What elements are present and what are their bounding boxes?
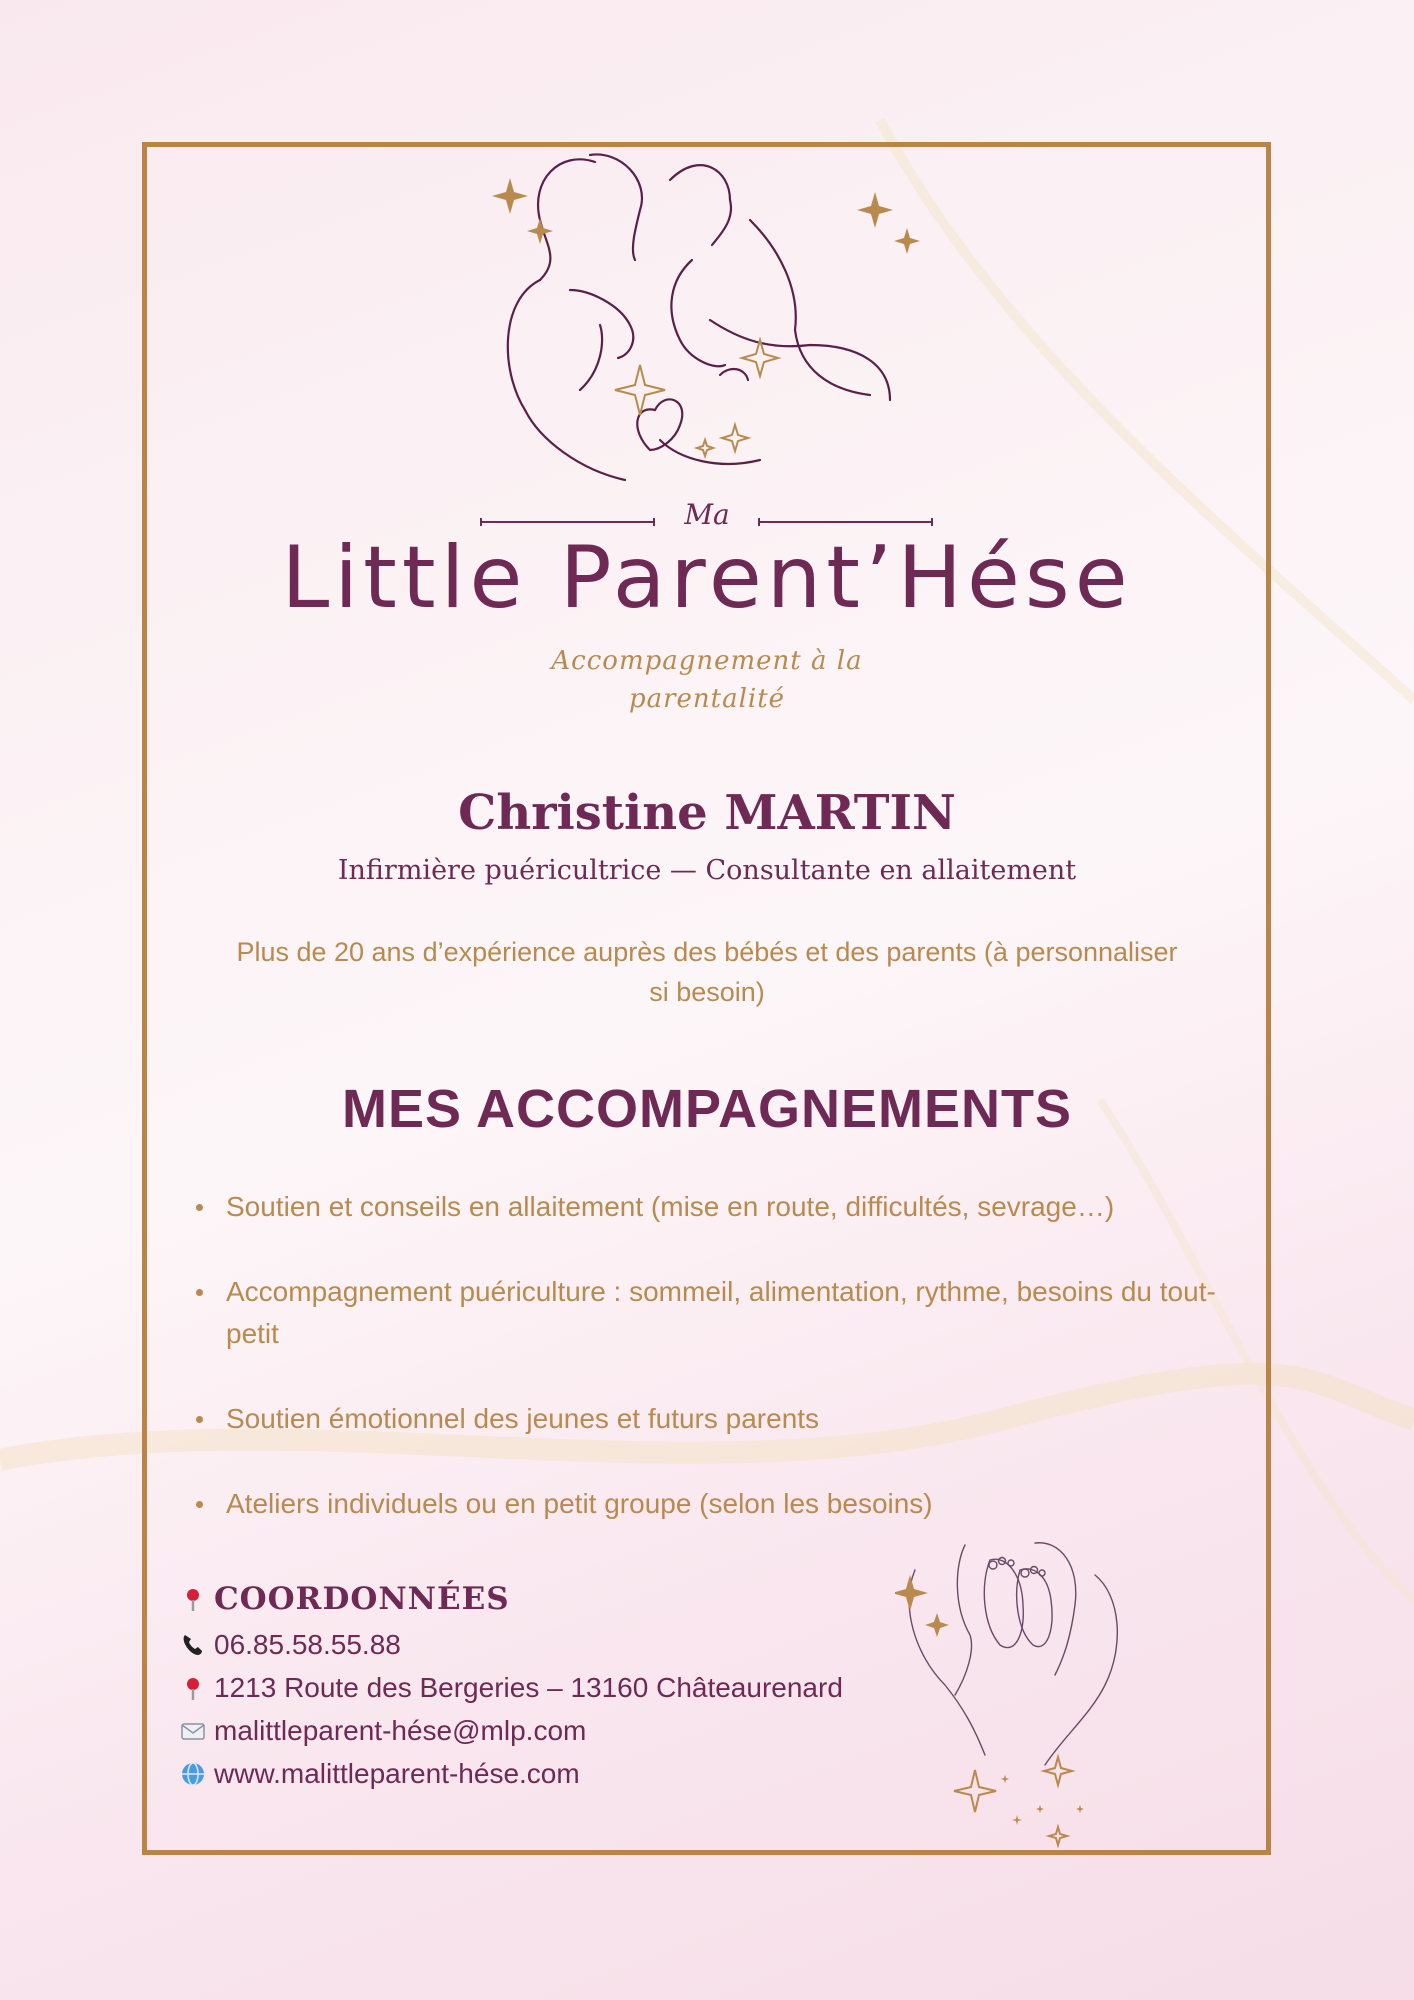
contact-website-row [180,1752,843,1795]
tagline-line-1: Accompagnement à la [551,646,863,676]
contact-email-row [180,1709,843,1752]
person-role: Infirmière puéricultrice — Consultante en allaitement [337,855,1077,886]
contact-heading [180,1575,843,1623]
contact-phone-row [180,1623,843,1666]
brand-prefix: Ma [684,498,730,531]
person-name: Christine MARTIN [458,785,956,841]
list-item: Soutien et conseils en allaitement (mise en route, difficultés, sevrage…) [196,1186,1256,1228]
phone-number[interactable]: 06.85.58.55.88 [214,1628,401,1660]
pin-icon [180,1675,206,1701]
services-list [196,1186,1256,1568]
list-item: Accompagnement puériculture : sommeil, alimentation, rythme, besoins du tout-petit [196,1271,1256,1355]
brand-title: Little Parent’Hése [281,528,1133,628]
contact-address-row [180,1666,843,1709]
contact-block [180,1575,843,1795]
intro-text: Plus de 20 ans d’expérience auprès des bébés et des parents (à personnaliser si besoin) [236,937,1178,1007]
website-link[interactable]: www.malittleparent-hése.com [214,1757,580,1789]
address: 1213 Route des Bergeries – 13160 Châteaurenard [214,1671,843,1703]
envelope-icon [180,1718,206,1744]
list-item: Ateliers individuels ou en petit groupe (selon les besoins) [196,1483,1256,1525]
contact-title: COORDONNÉES [214,1581,510,1617]
globe-icon [180,1761,206,1787]
services-title: MES ACCOMPAGNEMENTS [341,1079,1073,1139]
baby-feet-hands-illustration [895,1525,1155,1855]
phone-icon [180,1632,206,1658]
pin-icon [180,1586,206,1612]
tagline-line-2: parentalité [628,684,786,714]
email-link[interactable]: malittleparent-hése@mlp.com [214,1714,587,1746]
list-item: Soutien émotionnel des jeunes et futurs parents [196,1398,1256,1440]
parents-baby-illustration [480,140,920,500]
brand-tagline [0,642,1414,718]
